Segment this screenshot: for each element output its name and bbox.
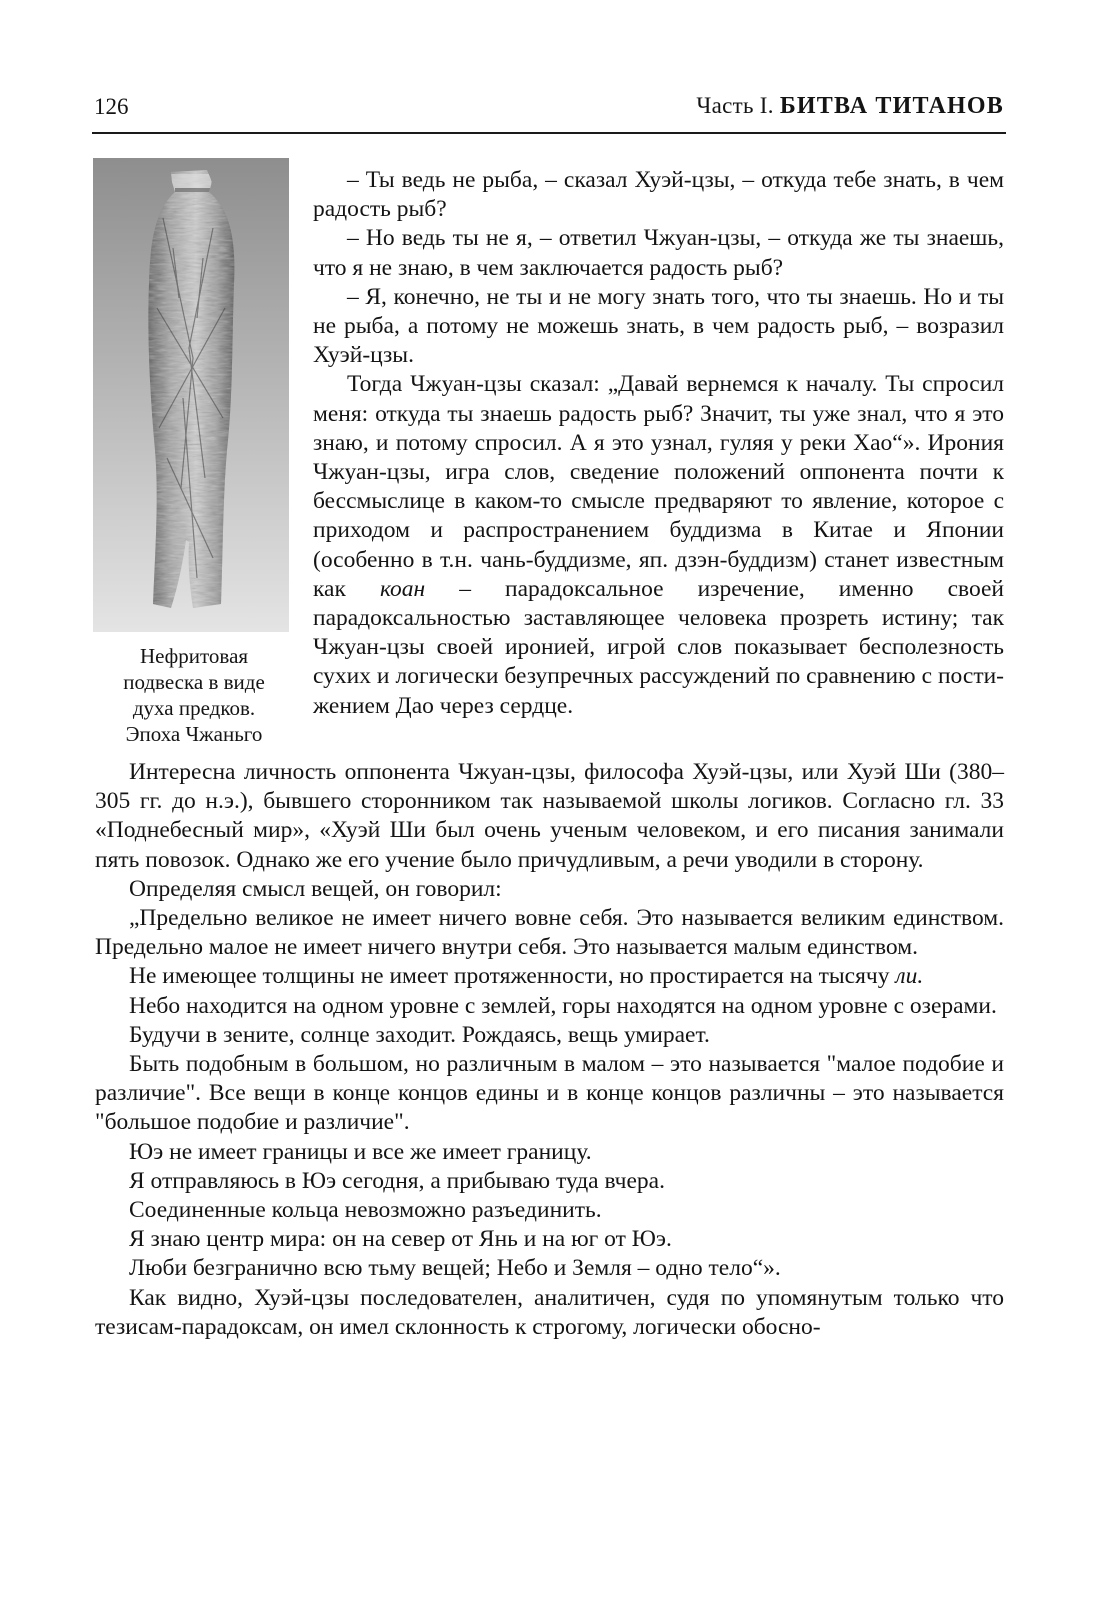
body-text-full-width: [95, 758, 1004, 1342]
caption-line: Эпоха Чжаньго: [125, 722, 263, 746]
body-paragraph: [95, 962, 1004, 991]
running-header: [92, 92, 1006, 134]
body-paragraph: „Предельно великое не имеет ничего вовне себя. Это называется великим единством. Предельно малое не имеет ничего внутри себя. Это называется малым единством.: [95, 905, 1004, 961]
body-paragraph: Юэ не имеет границы и все же имеет границу.: [129, 1138, 592, 1165]
body-paragraph: – Ты ведь не рыба, – сказал Хуэй-цзы, – откуда тебе знать, в чем радость рыб?: [313, 167, 1004, 223]
body-paragraph: Быть подобным в большом, но различным в малом – это называется "малое подобие и различие". Все вещи в конце концов едины и в конце концов различны – это называется "большое подобие и различие".: [95, 1051, 1004, 1136]
body-paragraph: Я знаю центр мира: он на север от Янь и на юг от Юэ.: [129, 1226, 672, 1253]
body-paragraph: Я отправляюсь в Юэ сегодня, а прибываю туда вчера.: [129, 1167, 665, 1194]
part-label: Часть I.: [696, 93, 774, 118]
paragraph-text: Не имеющее толщины не имеет протяженности, но простирается на тысячу: [129, 963, 896, 990]
part-title: БИТВА ТИТАНОВ: [779, 93, 1004, 119]
body-paragraph: Интересна личность оппонента Чжуан-цзы, философа Хуэй-цзы, или Хуэй Ши (380–305 гг. до н.э.), бывшего сторонником так называемой школы логиков. Согласно гл. 33 «Поднебесный мир», «Хуэй Ши был очень ученым человеком, и его писания занимали пять повозок. Однако же его учение было причудливым, а речи уводили в сторону.: [95, 759, 1004, 873]
page-number: 126: [94, 94, 129, 119]
caption-line: подвеска в виде: [123, 670, 265, 694]
body-paragraph: Будучи в зените, солнце заходит. Рождаясь, вещь умирает.: [129, 1021, 710, 1048]
running-title: [696, 93, 1004, 120]
caption-line: Нефритовая: [139, 644, 249, 668]
paragraph-text: Тогда Чжуан-цзы сказал: „Давай вернемся к началу. Ты спросил меня: откуда ты знаешь радость рыб? Значит, ты уже знал, что я это знаю, и потому спросил. А я это узнал, гуляя у реки Хао“». Ирония Чжуан-цзы, игра слов, сведение положений оппонента почти к бессмыслице в каком-то смысле предваряют то явление, которое с приходом и распространением буддизма в Китае и Японии (особенно в т.н. чань-буддизме, яп. дзэн-буддизм) станет известным как: [313, 371, 1004, 602]
italic-term: коан: [379, 575, 426, 602]
body-paragraph: Небо находится на одном уровне с землей, горы находятся на одном уровне с озерами.: [129, 992, 997, 1019]
figure-caption: [90, 643, 298, 747]
body-paragraph: [313, 370, 1004, 720]
italic-term: ли.: [895, 963, 924, 990]
body-paragraph: Как видно, Хуэй-цзы последователен, аналитичен, судя по упомянутым только что тезисам-парадоксам, он имел склонность к строгому, логически обосно-: [95, 1284, 1004, 1340]
body-paragraph: – Но ведь ты не я, – ответил Чжуан-цзы, – откуда же ты знаешь, что я не знаю, в чем заключается радость рыб?: [313, 225, 1004, 281]
body-paragraph: – Я, конечно, не ты и не могу знать того, что ты знаешь. Но и ты не рыба, а потому не можешь знать, в чем радость рыб, – возразил Хуэй-цзы.: [313, 283, 1004, 369]
body-paragraph: Люби безгранично всю тьму вещей; Небо и Земля – одно тело“».: [129, 1255, 781, 1282]
body-paragraph: Соединенные кольца невозможно разъединить.: [129, 1197, 602, 1224]
caption-line: духа предков.: [132, 696, 256, 720]
paragraph-text: – парадоксальное изречение, именно своей парадоксальностью заставляющее человека прозреть истину; так Чжуан-цзы своей иронией, игрой слов показывает бесполезность сухих и логически безупречных рассуждений по сравнению с постижением Дао через сердце.: [313, 575, 1004, 719]
body-text-wrap-column: [313, 166, 1004, 721]
jade-pendant-photo: [93, 158, 289, 632]
body-paragraph: Определяя смысл вещей, он говорил:: [129, 875, 502, 902]
